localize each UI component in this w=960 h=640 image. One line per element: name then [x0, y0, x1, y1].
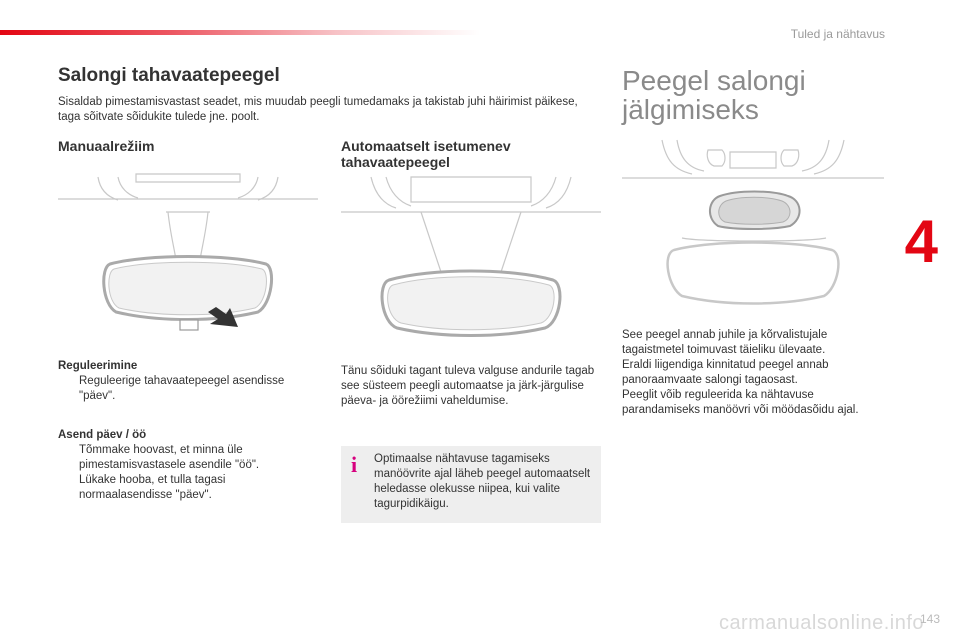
manual-mirror-illustration — [58, 172, 318, 347]
auto-description: Tänu sõiduki tagant tuleva valguse andurile tagab see süsteem peegli automaatse ja järk-järgulise päeva- ja öörežiimi vaheldumise. — [341, 365, 595, 407]
info-box — [341, 446, 601, 523]
bullet-icon — [58, 374, 79, 404]
info-text: Optimaalse nähtavuse tagamiseks manöövrite ajal läheb peegel automaatselt heledasse olekusse niipea, kui valite tagurpidikäigu. — [374, 453, 591, 510]
monitoring-line: Eraldi liigendiga kinnitatud peegel annab panoraamvaate salongi tagaosast. — [622, 359, 829, 386]
monitoring-line: Peeglit võib reguleerida ka nähtavuse parandamiseks manöövri või möödasõidu ajal. — [622, 389, 859, 416]
auto-mirror-illustration — [341, 172, 601, 347]
daynight-title: Asend päev / öö — [58, 429, 147, 441]
auto-dimming-heading: Automaatselt isetumenev tahavaatepeegel — [341, 138, 511, 170]
chapter-number: 4 — [904, 208, 938, 275]
adjust-item-text: Reguleerige tahavaatepeegel asendisse "päev". — [79, 375, 285, 402]
list-item — [58, 443, 308, 473]
header-accent-bar — [0, 30, 480, 35]
section-intro: Sisaldab pimestamisvastast seadet, mis muudab peegli tumedamaks ja takistab juhi häirimist päikese, taga sõitvate sõidukite tulede jne. poolt. — [58, 96, 578, 123]
chapter-title: Tuled ja nähtavus — [790, 27, 885, 41]
adjust-title: Reguleerimine — [58, 360, 138, 372]
monitoring-line: See peegel annab juhile ja kõrvalistujale tagaistmetel toimuvast täieliku ülevaate. — [622, 329, 828, 356]
manual-adjust-block — [58, 359, 308, 404]
watermark: carmanualsonline.info — [718, 612, 924, 634]
daynight-item-text: Lükake hooba, et tulla tagasi normaalasendisse "päev". — [79, 474, 226, 501]
daynight-item-text: Tõmmake hoovast, et minna üle pimestamisvastasele asendile "öö". — [79, 444, 260, 471]
monitoring-mirror-title: Peegel salongi jälgimiseks — [622, 65, 806, 125]
manual-daynight-block — [58, 428, 308, 503]
bullet-icon — [58, 443, 79, 473]
bullet-icon — [58, 473, 79, 503]
list-item — [58, 374, 308, 404]
list-item — [58, 473, 308, 503]
section-title: Salongi tahavaatepeegel — [58, 65, 280, 86]
info-icon: i — [351, 452, 358, 477]
page-number: 143 — [919, 612, 940, 626]
monitoring-description — [622, 328, 887, 418]
manual-mode-heading: Manuaalrežiim — [58, 138, 155, 154]
monitoring-mirror-illustration — [622, 138, 884, 316]
